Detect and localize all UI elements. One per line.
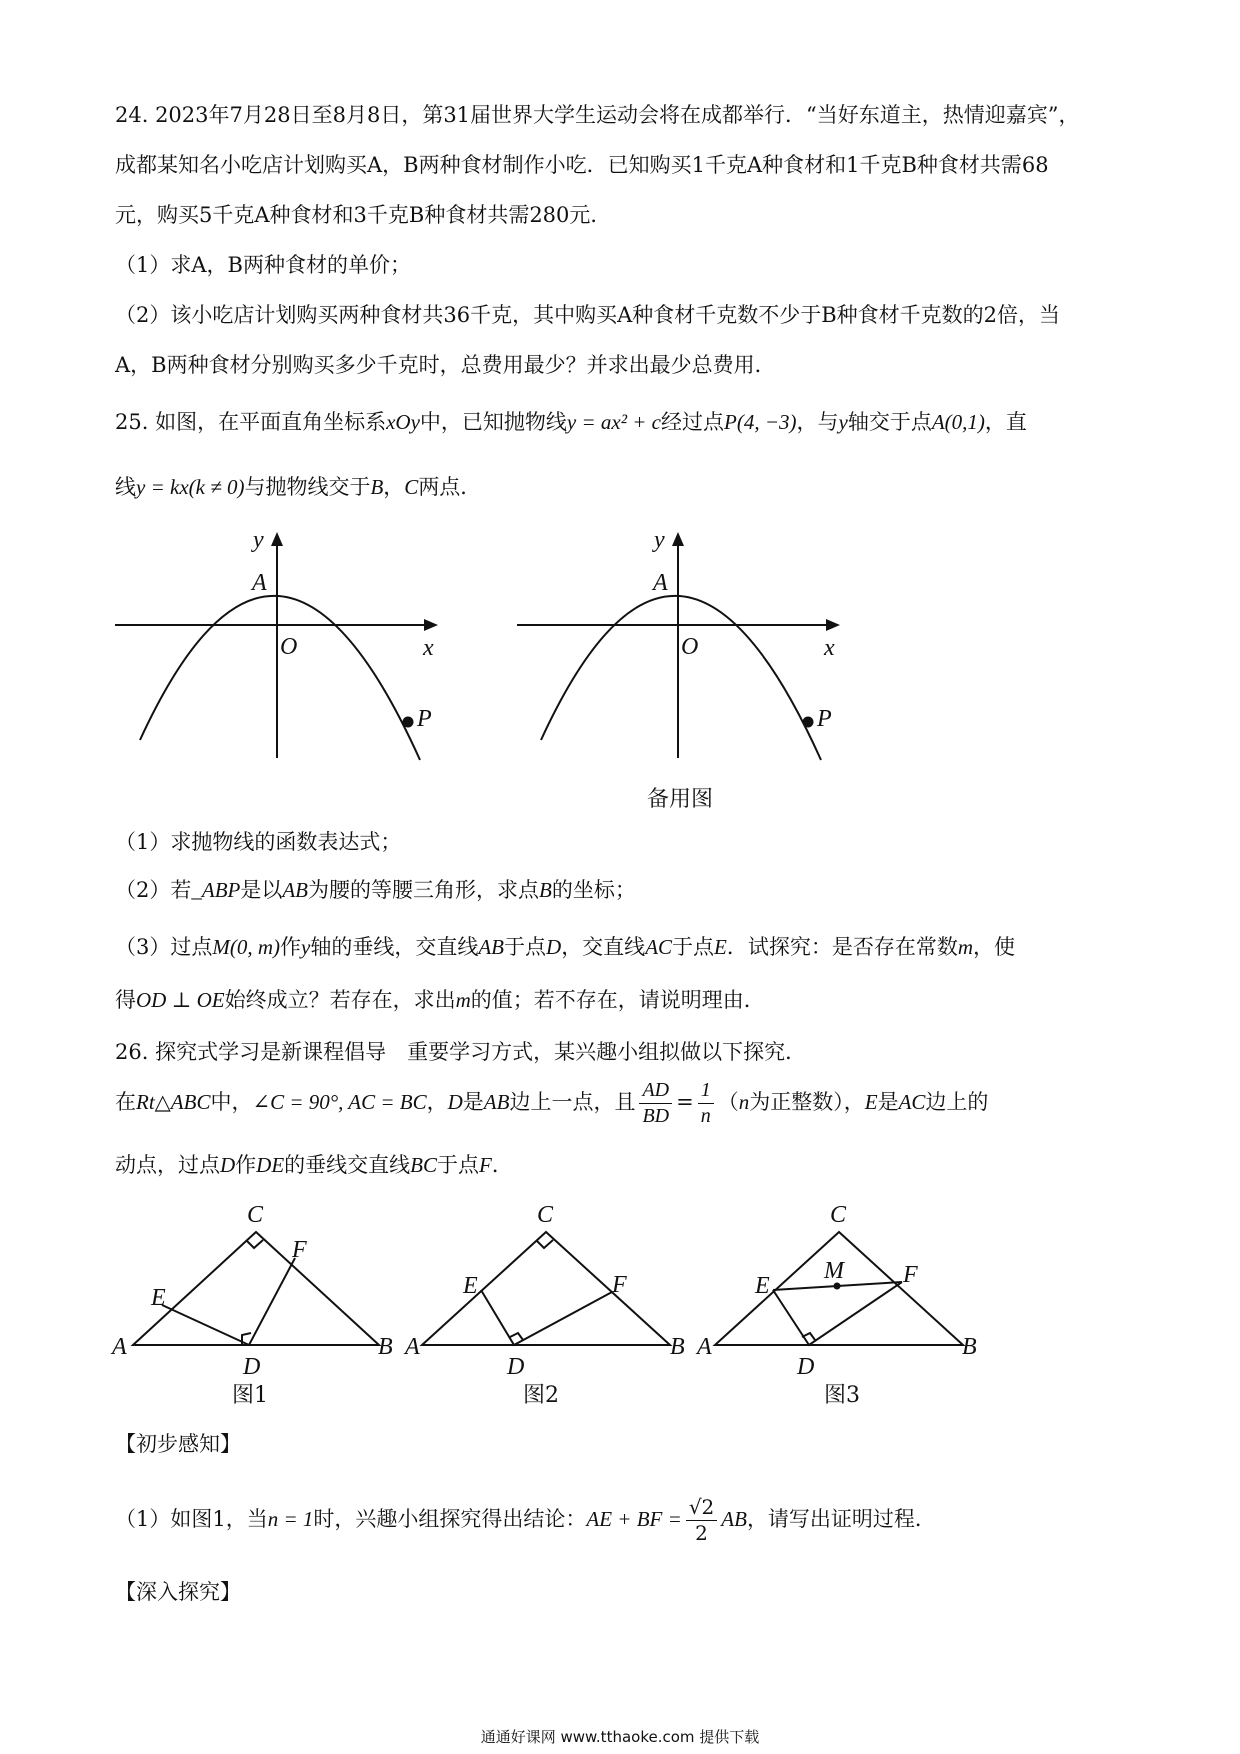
figure-2: [422, 1232, 670, 1345]
math: F: [479, 1153, 492, 1177]
text: 是以: [240, 878, 283, 902]
graph1-label-a: A: [252, 570, 267, 596]
math: y: [838, 410, 848, 434]
math: m: [957, 935, 974, 959]
math: BC: [410, 1153, 438, 1177]
math: n: [738, 1090, 750, 1114]
math: AE + BF =: [586, 1507, 682, 1531]
math: AC: [645, 935, 673, 959]
graph2-label-a: A: [653, 570, 668, 596]
q26-part-1: [115, 1495, 936, 1546]
text: 作: [235, 1153, 257, 1177]
fig3-label-e: E: [755, 1273, 770, 1299]
math: y = ax² + c: [566, 410, 661, 434]
text: 中，: [210, 1090, 253, 1114]
q24-part-2b: A，B两种食材分别购买多少千克时，总费用最少？并求出最少总费用．: [115, 353, 776, 377]
text: 始终成立？若存在，求出: [224, 988, 456, 1012]
math: D: [447, 1090, 463, 1114]
text: 线: [115, 475, 136, 499]
fraction-numerator: √2: [686, 1495, 717, 1521]
fig2-label-a: A: [405, 1334, 420, 1360]
fraction-numerator: 1: [698, 1078, 714, 1104]
math: M(0, m): [212, 935, 281, 959]
text: 于点: [437, 1153, 480, 1177]
text: 两点．: [418, 475, 482, 499]
fig3-label-m: M: [824, 1258, 844, 1284]
fig1-label-e: E: [151, 1285, 166, 1311]
fraction-denominator: 2: [695, 1521, 708, 1545]
fig1-label-d: D: [243, 1354, 261, 1380]
q24-part-1: （1）求A，B两种食材的单价；: [115, 253, 411, 277]
math: xOy: [386, 410, 420, 434]
text: 得: [115, 988, 136, 1012]
math: AB: [282, 878, 309, 902]
fig1-label-f: F: [292, 1237, 307, 1263]
fraction-denominator: n: [700, 1105, 711, 1127]
text: 边上一点，且: [509, 1090, 636, 1114]
text: 为正整数），: [749, 1090, 865, 1114]
fig2-label-c: C: [537, 1202, 554, 1228]
text: 动点，过点: [115, 1153, 220, 1177]
math: OD ⊥ OE: [136, 988, 225, 1012]
math: Rt△ABC: [136, 1090, 211, 1114]
backup-figure-caption: 备用图: [646, 787, 713, 812]
math: DE: [256, 1153, 285, 1177]
figure-2-caption: 图2: [523, 1383, 559, 1408]
text: 轴的垂线，交直线: [310, 935, 479, 959]
figure-3-caption: 图3: [824, 1383, 860, 1408]
text: 边上的: [925, 1090, 989, 1114]
section-initial-perception: 【初步感知】: [115, 1432, 241, 1456]
fig2-label-d: D: [507, 1354, 525, 1380]
fig1-label-a: A: [112, 1334, 127, 1360]
text: ，: [383, 475, 405, 499]
text: 中，已知抛物线: [419, 410, 567, 434]
math: y = kx(k ≠ 0): [136, 475, 245, 499]
text: 与抛物线交于: [244, 475, 371, 499]
math: B: [539, 878, 552, 902]
math: y: [301, 935, 311, 959]
text: （3）过点: [115, 935, 213, 959]
graph2-label-p: P: [817, 706, 832, 732]
text: ，交直线: [561, 935, 646, 959]
math: E: [714, 935, 727, 959]
graph2-label-x: x: [824, 635, 835, 661]
text: 于点: [504, 935, 547, 959]
graph1-label-o: O: [280, 634, 298, 660]
q24-line-3: 元，购买5千克A种食材和3千克B种食材共需280元．: [115, 203, 612, 227]
text: 是: [877, 1090, 899, 1114]
text: 为腰的等腰三角形，求点: [308, 878, 540, 902]
math: AB: [721, 1507, 747, 1531]
fig3-label-a: A: [697, 1334, 712, 1360]
fig2-label-b: B: [670, 1334, 685, 1360]
figure-1-caption: 图1: [232, 1383, 268, 1408]
page-footer: 通通好课网 www.tthaoke.com 提供下载: [480, 1728, 760, 1746]
section-deep-exploration: 【深入探究】: [115, 1580, 241, 1604]
text: ，直: [984, 410, 1027, 434]
text: 经过点: [661, 410, 724, 434]
text: 的值；若不存在，请说明理由．: [470, 988, 765, 1012]
q24-part-2a: （2）该小吃店计划购买两种食材共36千克，其中购买A种食材千克数不少于B种食材千克数的2倍，当: [115, 303, 1061, 327]
graph2-label-y: y: [654, 527, 665, 553]
math: m: [455, 988, 471, 1012]
math: B: [370, 475, 384, 499]
text: ，: [426, 1090, 448, 1114]
text: 于点: [672, 935, 715, 959]
math: ∠C = 90°, AC = BC: [252, 1090, 427, 1114]
math: D: [546, 935, 562, 959]
text: 轴交于点: [847, 410, 932, 434]
math: A(0,1): [931, 410, 985, 434]
q26-line-1: 26. 探究式学习是新课程倡导 重要学习方式，某兴趣小组拟做以下探究．: [115, 1040, 807, 1064]
text: ，请写出证明过程．: [746, 1507, 936, 1531]
q24-line-2: 成都某知名小吃店计划购买A，B两种食材制作小吃．已知购买1千克A种食材和1千克B种食材共需68: [115, 153, 1049, 177]
text: ．试探究：是否存在常数: [726, 935, 958, 959]
fig3-label-b: B: [962, 1334, 977, 1360]
text: ，与: [796, 410, 839, 434]
q24-line-1: 24. 2023年7月28日至8月8日，第31届世界大学生运动会将在成都举行．“当好东道主，热情迎嘉宾”，: [115, 103, 1080, 127]
graph2-label-o: O: [681, 634, 699, 660]
text: （2）若: [115, 878, 192, 902]
graph1-label-x: x: [423, 635, 434, 661]
fig3-label-d: D: [797, 1354, 815, 1380]
text: （: [717, 1090, 739, 1114]
text: （1）如图1，当: [115, 1507, 268, 1531]
math: AB: [483, 1090, 510, 1114]
text: ．: [491, 1153, 513, 1177]
figure-1: [133, 1232, 379, 1345]
math: AC: [898, 1090, 926, 1114]
graph1-label-y: y: [253, 527, 264, 553]
fig3-label-c: C: [830, 1202, 847, 1228]
fig2-label-e: E: [463, 1273, 478, 1299]
fig3-label-f: F: [903, 1262, 918, 1288]
fraction-sqrt2-over-2: [686, 1495, 717, 1546]
math: _ABP: [191, 878, 241, 902]
text: 是: [462, 1090, 484, 1114]
equals: =: [676, 1090, 694, 1114]
text: 的坐标；: [551, 878, 636, 902]
math: E: [864, 1090, 878, 1114]
graph1-label-p: P: [417, 706, 432, 732]
fig2-label-f: F: [612, 1272, 627, 1298]
fig1-label-b: B: [378, 1334, 393, 1360]
text: ，使: [973, 935, 1016, 959]
math: AB: [478, 935, 505, 959]
fig1-label-c: C: [247, 1202, 264, 1228]
text: 的垂线交直线: [284, 1153, 411, 1177]
math: P(4, −3): [724, 410, 797, 434]
text: 时，兴趣小组探究得出结论：: [313, 1507, 587, 1531]
math: D: [220, 1153, 236, 1177]
math: n = 1: [267, 1507, 314, 1531]
fraction-numerator: AD: [639, 1078, 672, 1104]
math: C: [404, 475, 419, 499]
text: 在: [115, 1090, 136, 1114]
fraction-denominator: BD: [642, 1105, 670, 1127]
text: 作: [280, 935, 302, 959]
q25-part-1: （1）求抛物线的函数表达式；: [115, 830, 402, 854]
text: 25. 如图，在平面直角坐标系: [115, 410, 387, 434]
